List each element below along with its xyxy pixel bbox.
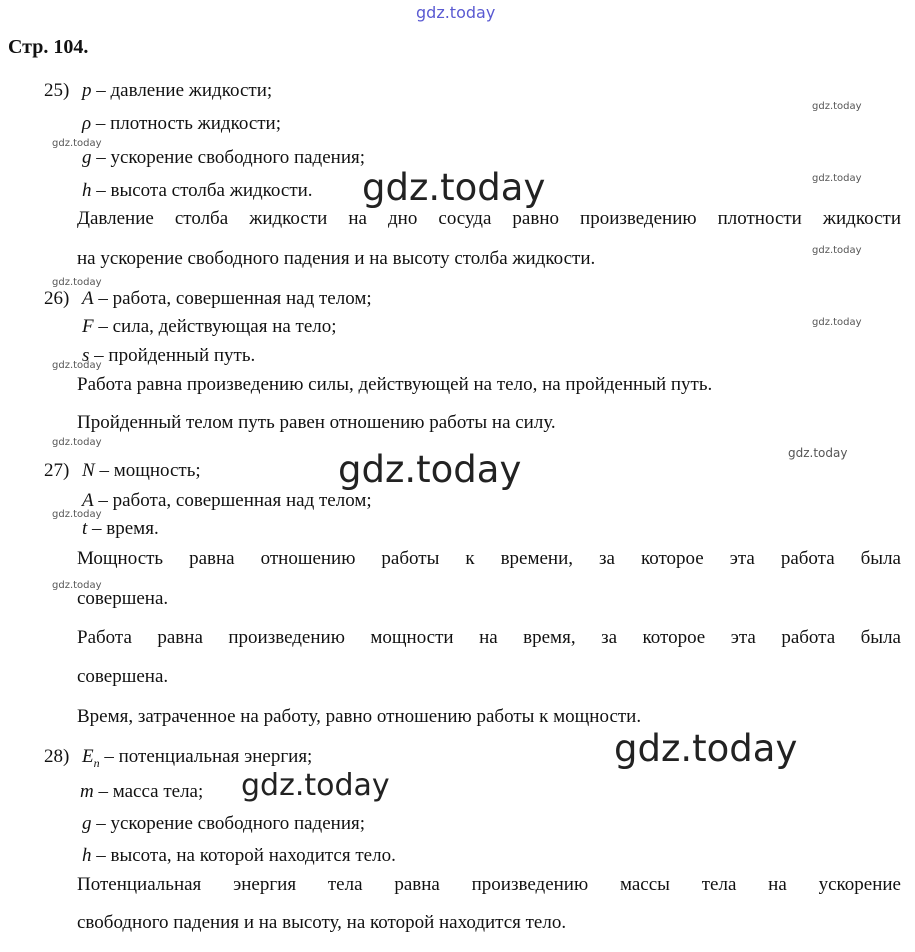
definition-text: – ускорение свободного падения; <box>91 813 366 834</box>
problem-number: 28) <box>44 746 70 767</box>
watermark-small: gdz.today <box>52 360 102 371</box>
definition-text: – мощность; <box>94 460 201 481</box>
paragraph: на ускорение свободного падения и на высоту столба жидкости. <box>77 248 596 269</box>
paragraph: Пройденный телом путь равен отношению работы на силу. <box>77 412 556 433</box>
definition-line <box>82 490 372 512</box>
watermark-small: gdz.today <box>812 317 862 328</box>
definition-line <box>82 80 272 102</box>
paragraph: Мощность равна отношению работы к времени, за которое эта работа была <box>77 548 901 569</box>
symbol: h <box>82 845 92 866</box>
definition-text: – высота, на которой находится тело. <box>91 845 396 866</box>
symbol: g <box>82 813 92 834</box>
watermark-large: gdz.today <box>241 768 390 803</box>
definition-line <box>82 113 281 135</box>
symbol: A <box>82 490 94 511</box>
watermark-small: gdz.today <box>788 446 848 460</box>
problem-number: 27) <box>44 460 70 481</box>
problem-number: 26) <box>44 288 70 309</box>
paragraph: Время, затраченное на работу, равно отношению работы к мощности. <box>77 706 642 727</box>
definition-text: – потенциальная энергия; <box>99 746 313 767</box>
symbol: g <box>82 147 92 168</box>
symbol-main: E <box>82 746 94 767</box>
definition-line <box>82 460 201 482</box>
paragraph: Давление столба жидкости на дно сосуда равно произведению плотности жидкости <box>77 208 901 229</box>
definition-text: – пройденный путь. <box>89 345 256 366</box>
definition-text: – время. <box>87 518 159 539</box>
definition-line <box>82 845 396 867</box>
definition-line <box>80 781 203 803</box>
symbol: m <box>80 781 94 802</box>
definition-line <box>82 813 365 835</box>
definition-line <box>82 180 313 202</box>
problem-number: 25) <box>44 80 70 101</box>
watermark-small: gdz.today <box>52 277 102 288</box>
watermark-large: gdz.today <box>614 727 798 770</box>
paragraph: свободного падения и на высоту, на которой находится тело. <box>77 912 567 933</box>
paragraph: Работа равна произведению мощности на время, за которое эта работа была <box>77 627 901 648</box>
definition-text: – высота столба жидкости. <box>91 180 313 201</box>
paragraph: совершена. <box>77 666 169 687</box>
symbol: s <box>82 345 90 366</box>
definition-text: – работа, совершенная над телом; <box>93 490 372 511</box>
symbol: F <box>82 316 94 337</box>
definition-text: – масса тела; <box>93 781 204 802</box>
symbol: A <box>82 288 94 309</box>
watermark-small: gdz.today <box>812 245 862 256</box>
watermark-large: gdz.today <box>362 166 546 209</box>
definition-text: – плотность жидкости; <box>91 113 282 134</box>
watermark-top: gdz.today <box>416 3 496 22</box>
definition-text: – давление жидкости; <box>91 80 273 101</box>
symbol: t <box>82 518 88 539</box>
paragraph: совершена. <box>77 588 169 609</box>
watermark-small: gdz.today <box>812 173 862 184</box>
symbol: N <box>82 460 95 481</box>
watermark-small: gdz.today <box>52 580 102 591</box>
definition-text: – работа, совершенная над телом; <box>93 288 372 309</box>
paragraph: Потенциальная энергия тела равна произведению массы тела на ускорение <box>77 874 901 895</box>
definition-line <box>82 288 372 310</box>
definition-line <box>82 518 159 540</box>
definition-line <box>82 147 365 169</box>
page-title: Стр. 104. <box>8 36 89 58</box>
symbol <box>82 746 100 770</box>
definition-line <box>82 345 255 367</box>
definition-line <box>82 316 337 338</box>
watermark-small: gdz.today <box>52 437 102 448</box>
watermark-small: gdz.today <box>52 509 102 520</box>
symbol: h <box>82 180 92 201</box>
symbol: ρ <box>82 113 92 134</box>
watermark-small: gdz.today <box>52 138 102 149</box>
paragraph: Работа равна произведению силы, действующей на тело, на пройденный путь. <box>77 374 713 395</box>
watermark-small: gdz.today <box>812 101 862 112</box>
definition-text: – сила, действующая на тело; <box>93 316 337 337</box>
symbol: p <box>82 80 92 101</box>
watermark-large: gdz.today <box>338 448 522 491</box>
definition-text: – ускорение свободного падения; <box>91 147 366 168</box>
symbol-subscript: п <box>93 755 100 770</box>
